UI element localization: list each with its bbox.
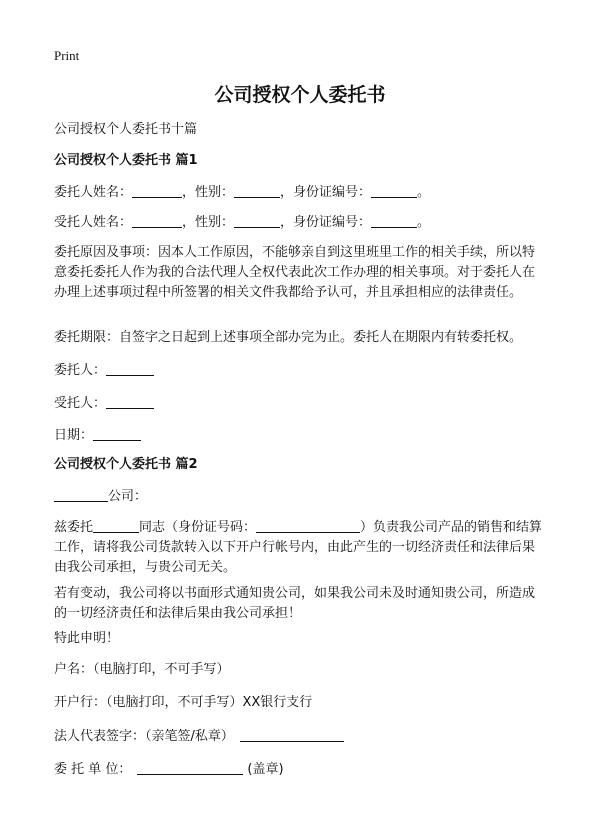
agent-name-label: 受托人姓名： [54,215,133,230]
agent-gender-label: ，性别： [182,215,235,230]
delegate-name-blank[interactable] [93,517,139,533]
section1-heading: 公司授权个人委托书 篇1 [54,153,198,168]
delegate-id-blank[interactable] [256,517,360,533]
date-line [54,425,546,446]
entrusting-unit-blank[interactable] [137,759,243,775]
reason-paragraph: 委托原因及事项：因本人工作原因，不能够亲自到这里班里工作的相关手续，所以特意委托委托人作为我的合法代理人全权代表此次工作办理的相关事项。对于委托人在办理上述事项过程中所签署的相关文件我都给予认可，并且承担相应的法律责任。 [54,245,536,300]
agent-id-label: ，身份证编号： [280,215,372,230]
principal-name-blank[interactable] [132,182,182,198]
auth-rest: ）负责我公司产品的销售和结算工作，请将我公司货款转入以下开户行帐号内，由此产生的一切经济责任和法律后果由我公司承担，与贵公司无关。 [54,520,543,575]
company-suffix: 公司： [108,489,148,504]
account-name-line: 户名：（电脑打印，不可手写） [54,662,230,677]
agent-info-line [54,212,546,233]
agent-line-end: 。 [417,215,431,230]
company-addressee-line [54,486,546,507]
principal-name-label: 委托人姓名： [54,185,133,200]
seal-label: (盖章) [247,762,284,777]
principal-id-label: ，身份证编号： [280,185,372,200]
period-paragraph: 委托期限：自签字之日起到上述事项全部办完为止。委托人在期限内有转委托权。 [54,330,523,345]
agent-signature-line [54,393,546,414]
principal-line-end: 。 [417,185,431,200]
legal-rep-label: 法人代表签字：（亲笔签/私章） [54,729,234,744]
authorization-paragraph [54,517,546,578]
agent-id-blank[interactable] [371,212,417,228]
agent-signature-blank[interactable] [106,393,154,409]
principal-gender-blank[interactable] [234,182,280,198]
principal-signature-blank[interactable] [106,360,154,376]
principal-info-line [54,182,546,203]
change-notice-paragraph: 若有变动，我公司将以书面形式通知贵公司，如果我公司未及时通知贵公司，所造成的一切经济责任和法律后果由我公司承担！ [54,586,536,621]
bank-line: 开户行：（电脑打印，不可手写）XX银行支行 [54,695,313,710]
auth-comrade: 同志（身份证号码： [139,520,257,535]
principal-id-blank[interactable] [371,182,417,198]
document-title: 公司授权个人委托书 [214,84,386,106]
company-name-blank[interactable] [54,486,108,502]
principal-signature-label: 委托人： [54,363,107,378]
agent-signature-label: 受托人： [54,396,107,411]
principal-gender-label: ，性别： [182,185,235,200]
principal-signature-line [54,360,546,381]
entrusting-unit-label: 委 托 单 位： [54,762,132,777]
agent-gender-blank[interactable] [234,212,280,228]
auth-prefix: 兹委托 [54,520,94,535]
print-label: Print [54,48,80,63]
document-subtitle: 公司授权个人委托书十篇 [54,122,198,137]
declaration: 特此申明！ [54,631,120,646]
agent-name-blank[interactable] [132,212,182,228]
legal-rep-line [54,726,546,747]
legal-rep-blank[interactable] [240,726,344,742]
entrusting-unit-line [54,759,546,780]
date-blank[interactable] [93,425,141,441]
section2-heading: 公司授权个人委托书 篇2 [54,457,198,472]
date-label: 日期： [54,428,94,443]
